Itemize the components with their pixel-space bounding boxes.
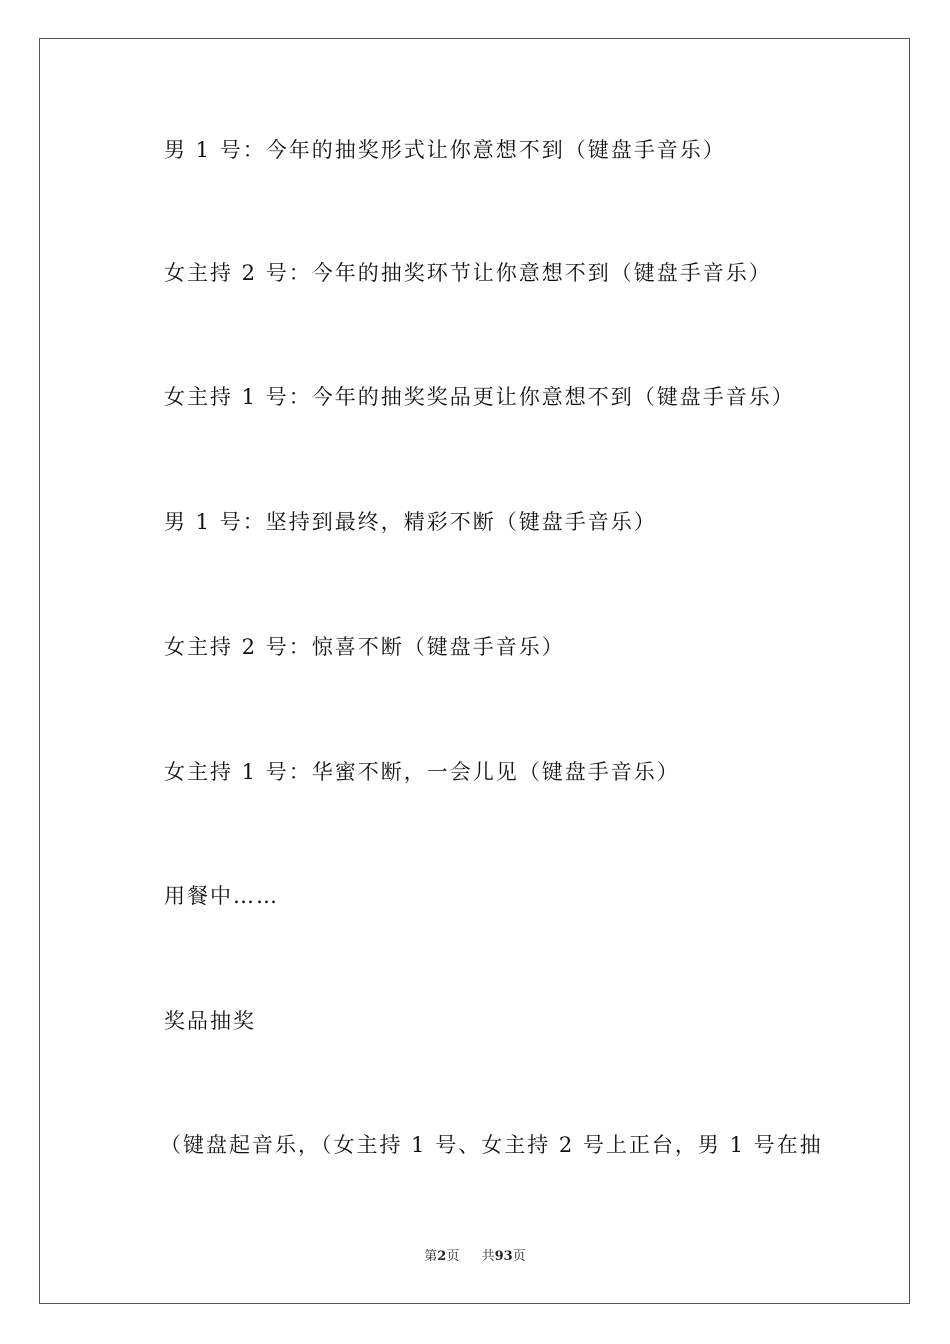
page-label-suffix: 页 [446,1249,460,1264]
dialogue-line: 女主持 1 号：华蜜不断，一会儿见（键盘手音乐） [164,760,680,784]
total-page-count: 93 [494,1249,513,1264]
page-label-prefix: 第 [424,1249,438,1264]
dialogue-line: 女主持 2 号：惊喜不断（键盘手音乐） [164,635,565,659]
section-note: 用餐中…… [164,884,279,908]
page-footer [0,1245,950,1264]
total-label-suffix: 页 [512,1249,526,1264]
current-page-number: 2 [437,1249,447,1264]
dialogue-line: 男 1 号：坚持到最终，精彩不断（键盘手音乐） [164,510,657,534]
section-heading: 奖品抽奖 [164,1009,256,1033]
dialogue-line: 女主持 2 号：今年的抽奖环节让你意想不到（键盘手音乐） [164,261,772,285]
dialogue-line: 男 1 号：今年的抽奖形式让你意想不到（键盘手音乐） [164,138,726,162]
dialogue-line: 女主持 1 号：今年的抽奖奖品更让你意想不到（键盘手音乐） [164,385,795,409]
stage-direction: （键盘起音乐，（女主持 1 号、女主持 2 号上正台，男 1 号在抽 [160,1133,823,1157]
total-label-prefix: 共 [481,1249,495,1264]
page-border [39,38,910,1304]
